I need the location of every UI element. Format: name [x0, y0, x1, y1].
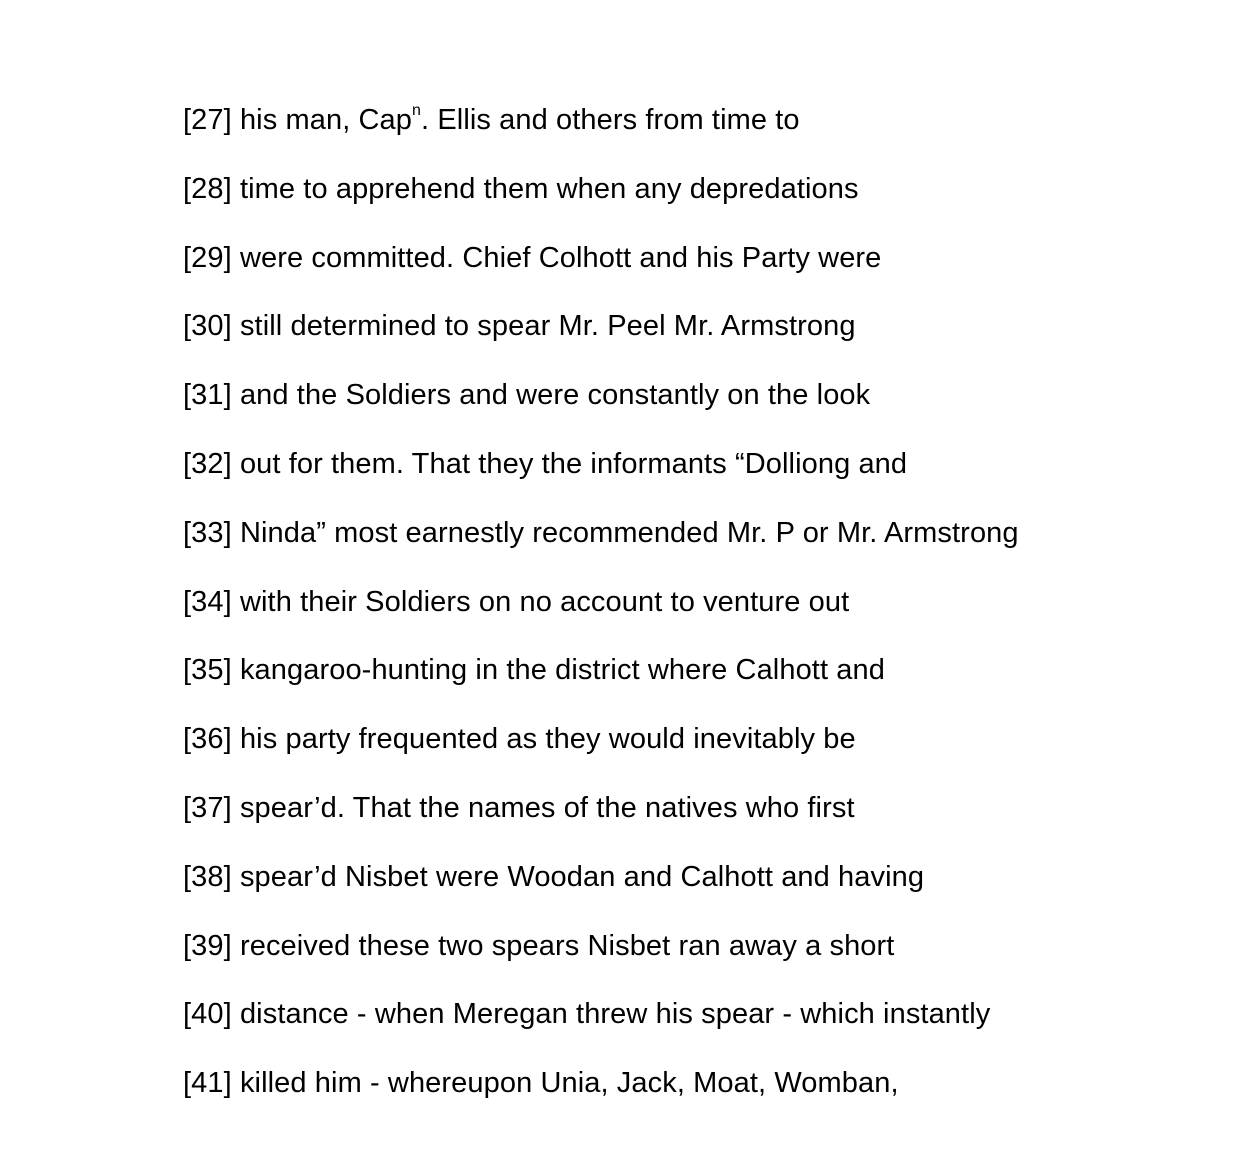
line-text: kangaroo-hunting in the district where Calhott and [239, 654, 885, 687]
text-line [183, 851, 1223, 920]
line-text: his party frequented as they would inevitably be [239, 723, 856, 756]
line-text: spear’d Nisbet were Woodan and Calhott and having [239, 860, 925, 893]
line-number: [28] [183, 172, 232, 205]
text-line [183, 576, 1223, 645]
text-line [183, 920, 1223, 989]
text-line [183, 94, 1223, 163]
line-number: [37] [183, 791, 232, 824]
text-line [183, 369, 1223, 438]
line-number: [32] [183, 447, 232, 480]
line-text: time to apprehend them when any depredations [239, 172, 859, 205]
text-line [183, 507, 1223, 576]
line-text: still determined to spear Mr. Peel Mr. Armstrong [239, 310, 856, 343]
text-line [183, 163, 1223, 232]
text-line [183, 713, 1223, 782]
line-number: [35] [183, 654, 232, 687]
line-number: [39] [183, 929, 232, 962]
line-number: [41] [183, 1067, 232, 1100]
line-number: [27] [183, 104, 232, 136]
line-number: [31] [183, 379, 232, 412]
text-line [183, 644, 1223, 713]
text-line [183, 1057, 1223, 1126]
line-text: Ninda” most earnestly recommended Mr. P or Mr. Armstrong [239, 516, 1019, 549]
line-number: [30] [183, 310, 232, 343]
text-line [183, 988, 1223, 1057]
line-number: [40] [183, 998, 232, 1031]
line-text: killed him - whereupon Unia, Jack, Moat, Womban, [239, 1067, 899, 1100]
line-number: [34] [183, 585, 232, 618]
line-text: out for them. That they the informants “Dolliong and [239, 447, 908, 480]
text-line [183, 300, 1223, 369]
line-text: distance - when Meregan threw his spear - which instantly [239, 998, 991, 1031]
line-text-end: . Ellis and others from time to [421, 104, 800, 136]
text-line [183, 232, 1223, 301]
transcription-page [183, 94, 1223, 1126]
line-number: [33] [183, 516, 232, 549]
line-text: with their Soldiers on no account to venture out [239, 585, 850, 618]
line-text: were committed. Chief Colhott and his Party were [239, 241, 882, 274]
text-line [183, 782, 1223, 851]
line-number: [38] [183, 860, 232, 893]
superscript-n: n [412, 102, 422, 119]
line-text-start: his man, Cap [239, 104, 413, 136]
line-number: [36] [183, 723, 232, 756]
line-text: spear’d. That the names of the natives who first [239, 791, 855, 824]
text-line [183, 438, 1223, 507]
line-text: received these two spears Nisbet ran away a short [239, 929, 895, 962]
line-number: [29] [183, 241, 232, 274]
line-text: and the Soldiers and were constantly on the look [239, 379, 871, 412]
